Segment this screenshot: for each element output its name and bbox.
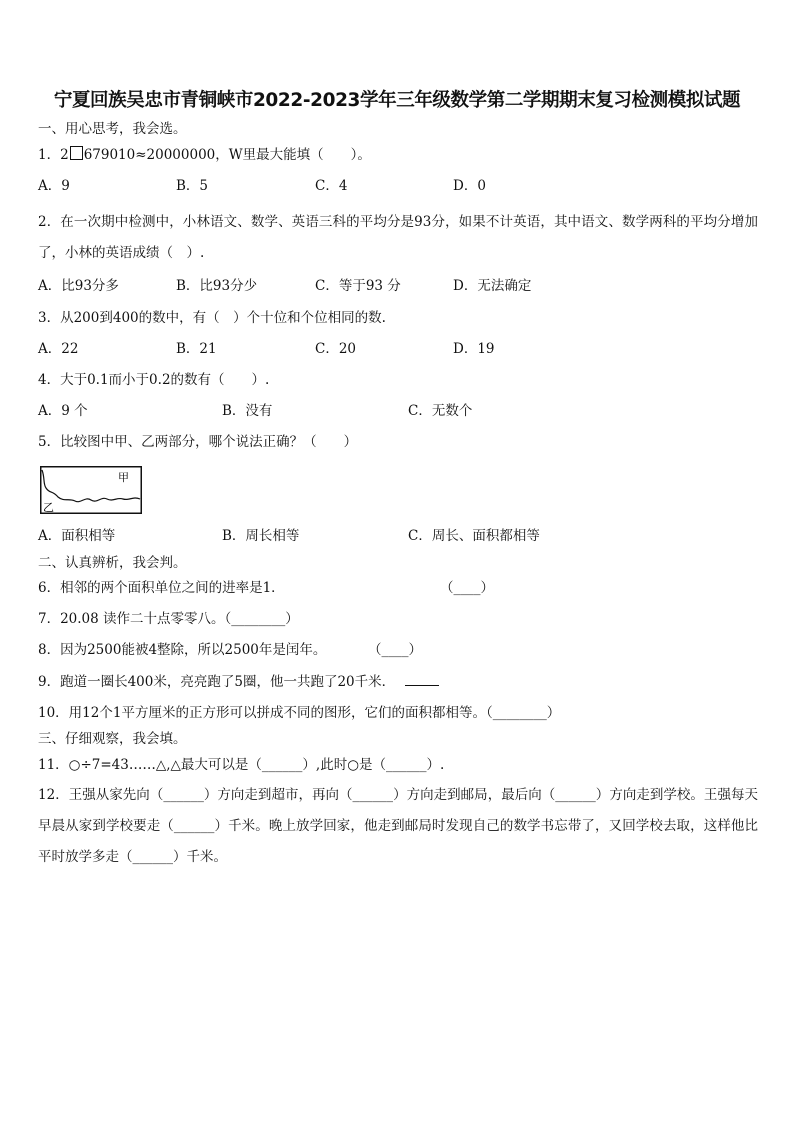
question-1-post: 679010≈20000000，W里最大能填（ ）。 (83, 147, 371, 163)
section-heading-fill: 三、仔细观察，我会填。 (38, 731, 187, 747)
q3-option-c: C．20 (315, 341, 357, 357)
q5-option-b: B．周长相等 (222, 528, 300, 544)
q5-region-diagram (40, 466, 143, 514)
blank-square-icon (70, 146, 83, 160)
q4-option-c: C．无数个 (408, 403, 473, 419)
q3-option-d: D．19 (453, 341, 495, 357)
question-4: 4．大于0.1而小于0.2的数有（ ）. (38, 372, 270, 388)
question-1 (38, 146, 371, 164)
question-6: 6．相邻的两个面积单位之间的进率是1． (38, 580, 285, 596)
question-12: 12．王强从家先向（______）方向走到超市，再向（______）方向走到邮局，最后向（______）方向走到学校。王强每天早晨从家到学校要走（______）千米。晚上放学回家，他走到邮局时发现自己的数学书忘带了，又回学校去取，这样他比平时放学多走（______）千米。 (38, 787, 758, 865)
section-heading-judge: 二、认真辨析，我会判。 (38, 555, 187, 571)
q1-option-d: D．0 (453, 178, 486, 194)
question-3: 3．从200到400的数中，有（ ）个十位和个位相同的数. (38, 310, 386, 326)
question-2: 2．在一次期中检测中，小林语文、数学、英语三科的平均分是93分，如果不计英语，其中语文、数学两科的平均分增加了，小林的英语成绩（ ）. (38, 214, 758, 261)
q5-option-a: A．面积相等 (38, 528, 116, 544)
question-11: 11．○÷7=43……△,△最大可以是（______）,此时○是（______）. (38, 757, 445, 773)
q5-figure (40, 466, 143, 518)
q4-option-b: B．没有 (222, 403, 273, 419)
question-1-number: 1． (38, 147, 61, 163)
exam-title: 宁夏回族吴忠市青铜峡市2022-2023学年三年级数学第二学期期末复习检测模拟试题 (53, 90, 741, 111)
section-heading-choice: 一、用心思考，我会选。 (38, 121, 187, 137)
q1-option-b: B．5 (176, 178, 209, 194)
q2-option-b: B．比93分少 (176, 278, 258, 294)
question-5: 5．比较图中甲、乙两部分，哪个说法正确？（ ） (38, 434, 358, 450)
question-10: 10．用12个1平方厘米的正方形可以拼成不同的图形，它们的面积都相等。（________） (38, 705, 561, 721)
question-9-answer-line (405, 673, 439, 686)
q2-option-a: A．比93分多 (38, 278, 119, 294)
q2-option-d: D．无法确定 (453, 278, 532, 294)
question-9-text: 9．跑道一圈长400米，亮亮跑了5圈，他一共跑了20千米． (38, 674, 396, 690)
region-yi-label: 乙 (43, 501, 54, 514)
question-8: 8．因为2500能被4整除，所以2500年是闰年。 (38, 642, 327, 658)
q1-option-a: A．9 (38, 178, 70, 194)
question-6-answer-blank: （____） (440, 580, 494, 596)
question-9 (38, 673, 439, 691)
question-1-pre: 2 (60, 147, 69, 163)
question-7: 7．20.08 读作二十点零零八。（________） (38, 611, 299, 627)
q3-option-b: B．21 (176, 341, 217, 357)
q4-option-a: A．9 个 (38, 403, 88, 419)
question-8-answer-blank: （____） (368, 642, 422, 658)
q2-option-c: C．等于93 分 (315, 278, 401, 294)
q5-option-c: C．周长、面积都相等 (408, 528, 540, 544)
q1-option-c: C．4 (315, 178, 348, 194)
region-jia-label: 甲 (118, 471, 129, 484)
q3-option-a: A．22 (38, 341, 79, 357)
